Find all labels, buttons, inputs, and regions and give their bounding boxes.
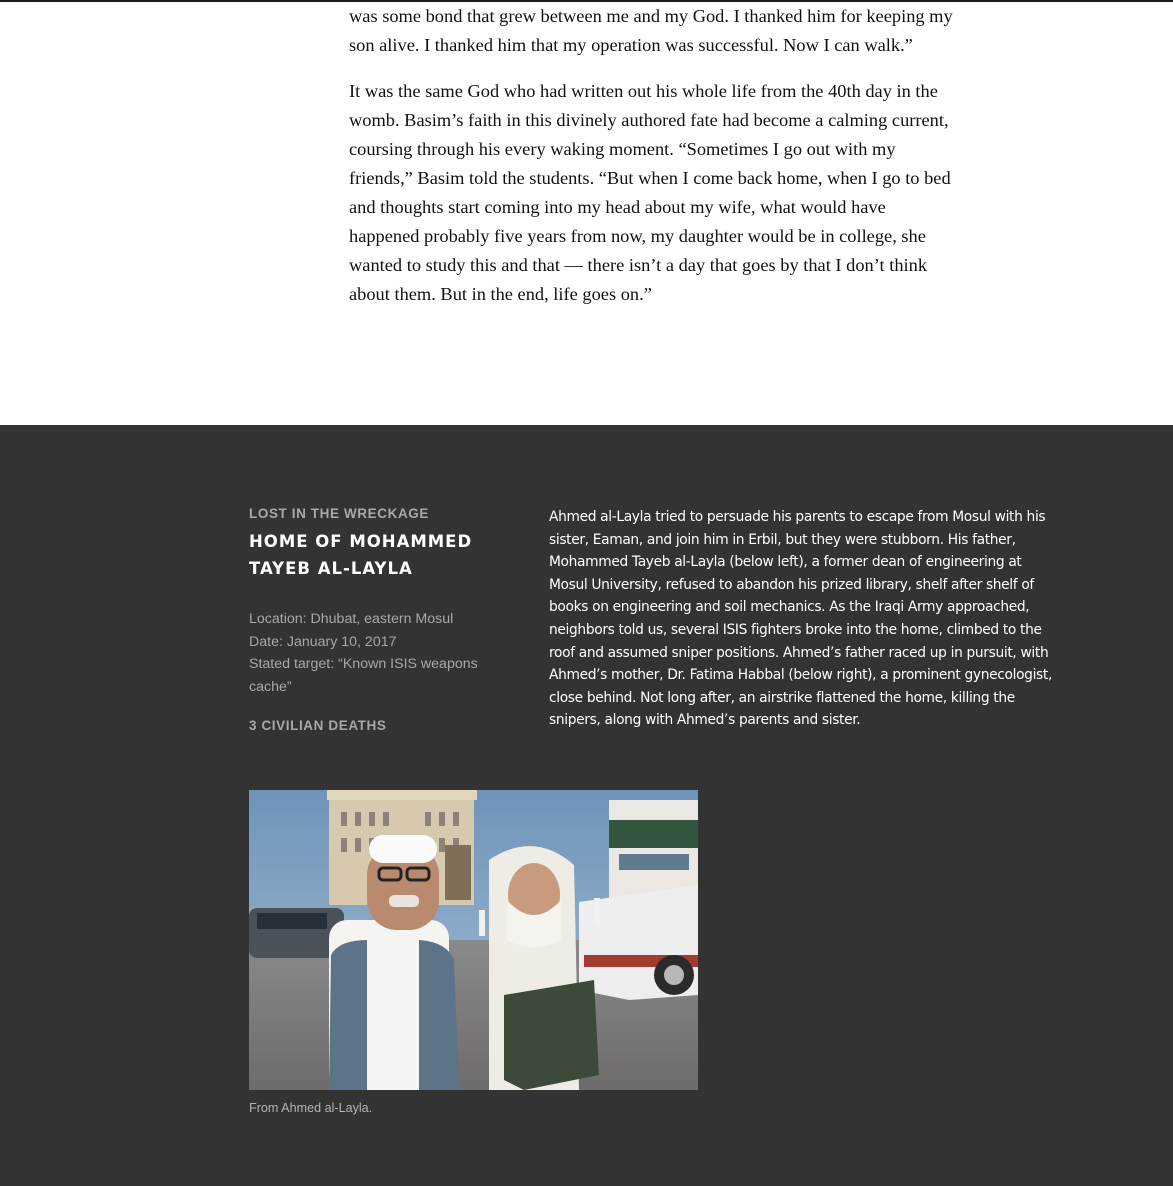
wreckage-narrative: Ahmed al-Layla tried to persuade his parents to escape from Mosul with his sister, Eaman, and join him in Erbil, but they were stubborn. His father, Mohammed Tayeb al-Layla (below left), a former dean of engineering at Mosul University, refused to abandon his prized library, shelf after shelf of books on engineering and soil mechanics. As the Iraqi Army approached, neighbors told us, several ISIS fighters broke into the home, climbed to the roof and assumed sniper positions. Ahmed’s father raced up in pursuit, with Ahmed’s mother, Dr. Fatima Habbal (below right), a prominent gynecologist, close behind. Not long after, an airstrike flattened the home, killing the snipers, along with Ahmed’s parents and sister. (549, 509, 1052, 729)
date-detail: Date: January 10, 2017 (249, 633, 397, 650)
family-photo (249, 790, 698, 1090)
article-paragraph: was some bond that grew between me and my God. I thanked him for keeping my son alive. I thanked him that my operation was successful. Now I can walk.” (349, 6, 953, 55)
lost-in-wreckage-section (0, 425, 1173, 1186)
wreckage-headline (249, 528, 519, 582)
location-detail: Location: Dhubat, eastern Mosul (249, 611, 454, 627)
article-body (349, 2, 955, 326)
wreckage-meta-column (249, 505, 519, 734)
strike-details (249, 608, 519, 698)
stated-target-detail: Stated target: “Known ISIS weapons cache” (249, 656, 478, 695)
headline-line-1: HOME OF MOHAMMED (249, 532, 473, 551)
civilian-deaths-count: 3 CIVILIAN DEATHS (249, 718, 387, 733)
article-paragraph: It was the same God who had written out his whole life from the 40th day in the womb. Basim’s faith in this divinely authored fate had become a calming current, coursing through his every waking moment. “Sometimes I go out with my friends,” Basim told the students. “But when I come back home, when I go to bed and thoughts start coming into my head about my wife, what would have happened probably five years from now, my daughter would be in college, she wanted to study this and that — there isn’t a day that goes by that I don’t think about them. But in the end, life goes on.” (349, 81, 951, 304)
photo-caption: From Ahmed al-Layla. (249, 1101, 373, 1115)
section-kicker: LOST IN THE WRECKAGE (249, 506, 429, 521)
headline-line-2: TAYEB AL-LAYLA (249, 559, 413, 578)
